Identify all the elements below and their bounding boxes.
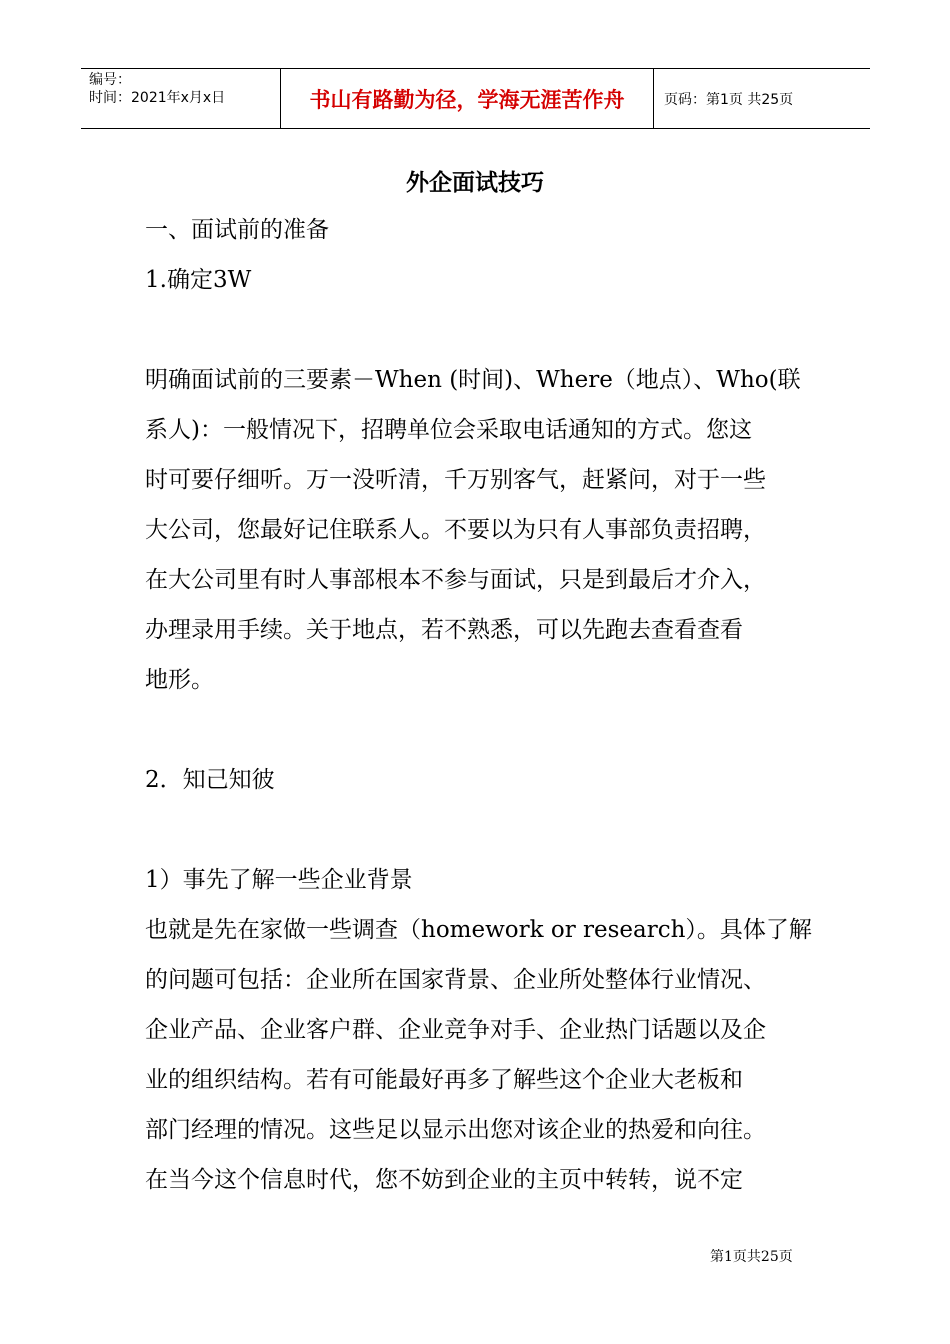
item-heading: 1.确定3W (145, 267, 252, 293)
page-footer: 第1页共25页 (710, 1249, 793, 1265)
paragraph-line: 地形。 (145, 667, 214, 693)
header-motto: 书山有路勤为径，学海无涯苦作舟 (281, 69, 654, 128)
time-label: 时间：2021年x月x日 (89, 90, 226, 106)
paragraph-line: 部门经理的情况。这些足以显示出您对该企业的热爱和向往。 (145, 1117, 766, 1143)
document-title: 外企面试技巧 (406, 170, 544, 196)
document-header (81, 68, 870, 129)
document-body (145, 205, 815, 1205)
paragraph-line: 业的组织结构。若有可能最好再多了解些这个企业大老板和 (145, 1067, 743, 1093)
paragraph-line: 也就是先在家做一些调查（homework or research）。具体了解 (145, 917, 812, 943)
header-page-label: 页码：第1页 共25页 (664, 91, 794, 108)
paragraph-gap (145, 305, 815, 355)
paragraph-line: 明确面试前的三要素－When (时间)、Where（地点）、Who(联 (145, 367, 801, 393)
number-label: 编号： (89, 72, 131, 88)
section-heading: 一、面试前的准备 (145, 217, 329, 243)
paragraph-line: 企业产品、企业客户群、企业竞争对手、企业热门话题以及企 (145, 1017, 766, 1043)
paragraph-line: 系人)：一般情况下，招聘单位会采取电话通知的方式。您这 (145, 417, 752, 443)
item-heading: 2．知己知彼 (145, 767, 275, 793)
subsection-heading: 1）事先了解一些企业背景 (145, 867, 413, 893)
paragraph-line: 办理录用手续。关于地点，若不熟悉，可以先跑去查看查看 (145, 617, 743, 643)
paragraph-line: 在当今这个信息时代，您不妨到企业的主页中转转，说不定 (145, 1167, 743, 1193)
header-meta (81, 69, 281, 128)
paragraph-line: 时可要仔细听。万一没听清，千万别客气，赶紧问，对于一些 (145, 467, 766, 493)
paragraph-line: 的问题可包括：企业所在国家背景、企业所处整体行业情况、 (145, 967, 766, 993)
paragraph-gap (145, 705, 815, 755)
paragraph-line: 大公司，您最好记住联系人。不要以为只有人事部负责招聘， (145, 517, 766, 543)
paragraph-gap (145, 805, 815, 855)
paragraph-line: 在大公司里有时人事部根本不参与面试，只是到最后才介入， (145, 567, 766, 593)
